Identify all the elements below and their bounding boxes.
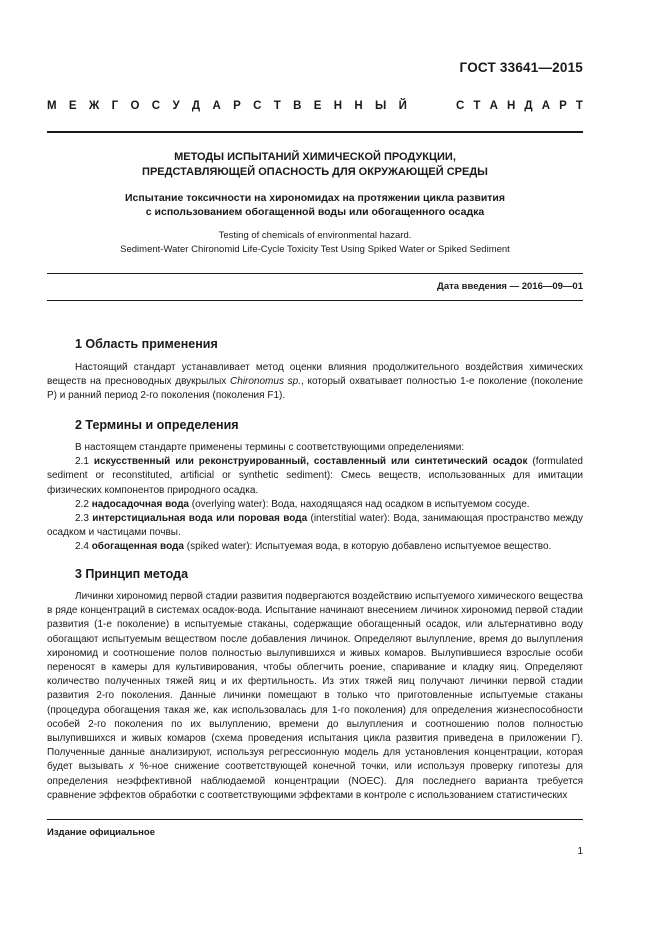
term-2-1 [47, 455, 583, 498]
variable-x: x [128, 761, 134, 773]
standard-type-banner [47, 100, 583, 112]
banner-letter: Р [233, 100, 241, 112]
subtitle-line-2: с использованием обогащенной воды или обогащенного осадка [145, 206, 485, 218]
term-name: интерстициальная вода или поровая вода [92, 513, 308, 525]
page-number: 1 [577, 846, 583, 857]
banner-letter: Г [111, 100, 119, 112]
banner-letter: С [456, 100, 465, 112]
banner-letter: Ы [375, 100, 387, 112]
banner-letter: О [130, 100, 140, 112]
term-number: 2.2 [75, 498, 92, 510]
term-name: искусственный или реконструированный, составленный или синтетический осадок [93, 456, 528, 468]
banner-letter: Т [273, 100, 281, 112]
text-run: Личинки хирономид первой стадии развития подвергаются воздействию испытуемого химического вещества в ряде концентраций в системах осадок-вода. Испытание начинают внесением личинок хирономид первой стадии развития (1-е поколение) в испытуемые стаканы, содержащие обогащенный осадок, или альтернативно воду обогащают испытуемым веществом после добавления личинок. Определяют вылупление, время до вылупления хирономид и соотношение полов полностью вылупившихся и живых комаров. Вылупившиеся взрослые особи переносят в камеры для культивирования, чтобы облегчить роение, спаривание и кладку яиц. Определяют количество полученных тяжей яиц и их фертильность. Из этих тяжей яиц получают личинки первой стадии развития 2-го поколения. Данные личинки помещают в только что приготовленные испытуемые стаканы (процедура обогащения такая же, как использовалась для 1-го поколения) для определения жизнеспособности особей 2-го поколения по их вылуплению, времени до вылупления и соотношению полов полностью вылупившихся и живых комаров (схема проведения испытания цикла развития приведена в приложении Г). Полученные данные анализируют, используя регрессионную модель для установления концентрации, которая будет вызывать [47, 591, 583, 773]
section-3-body [47, 590, 583, 803]
section-1-paragraph [47, 361, 583, 404]
text-run: , который охватывает полностью 1-е поколение (поколение P) и ранний период 2-го поколения (поколения F1). [47, 376, 584, 402]
term-definition: (spiked water): Испытуемая вода, в которую добавлено испытуемое вещество. [183, 541, 552, 553]
banner-letter: Т [473, 100, 481, 112]
banner-letter: А [541, 100, 551, 112]
banner-letter: Д [191, 100, 201, 112]
banner-letter: Ж [88, 100, 100, 112]
term-name: обогащенная вода [91, 541, 184, 553]
footer-rule [47, 819, 583, 820]
banner-letter: У [172, 100, 180, 112]
section-1-heading: 1 Область применения [75, 337, 218, 351]
banner-letter: Н [506, 100, 516, 112]
title-rule-bottom [47, 300, 583, 301]
term-definition: (interstitial water): Вода, занимающая пространство между осадком и частицами почвы. [47, 513, 584, 539]
term-2-3 [47, 512, 583, 540]
banner-letter: А [212, 100, 221, 112]
banner-letter: Н [354, 100, 363, 112]
document-title [47, 150, 583, 180]
banner-letter: Е [68, 100, 77, 112]
introduction-date: Дата введения — 2016—09—01 [437, 281, 583, 292]
term-definition: (overlying water): Вода, находящаяся над осадком в испытуемом сосуде. [189, 498, 530, 510]
text-run: Настоящий стандарт устанавливает метод оценки влияния продолжительного воздействия химических веществ на пресноводных двукрылых [47, 362, 583, 388]
header-rule [47, 131, 583, 133]
banner-letter: Н [333, 100, 343, 112]
english-title-line-2: Sediment-Water Chironomid Life-Cycle Toxicity Test Using Spiked Water or Spiked Sediment [120, 244, 510, 255]
term-number: 2.4 [75, 541, 92, 553]
subtitle-line-1: Испытание токсичности на хирономидах на протяжении цикла развития [125, 192, 505, 204]
section-2-heading: 2 Термины и определения [75, 418, 239, 432]
banner-letter: Т [575, 100, 583, 112]
document-subtitle [47, 191, 583, 219]
banner-letter: М [47, 100, 57, 112]
title-line-2: ПРЕДСТАВЛЯЮЩЕЙ ОПАСНОСТЬ ДЛЯ ОКРУЖАЮЩЕЙ СРЕДЫ [142, 166, 488, 178]
text-run: %-ное снижение соответствующей конечной точки, или используя проверку гипотезы для определения неэффективной наблюдаемой концентрации (NOEC). Для последнего варианта требуется сравнение эффектов обработки с соответствующими эффектами в контроле с использованием статистических [47, 761, 583, 801]
banner-letter: Д [524, 100, 533, 112]
banner-letter: С [151, 100, 161, 112]
banner-letter: В [293, 100, 302, 112]
section-3-heading: 3 Принцип метода [75, 567, 189, 581]
term-2-4 [47, 540, 583, 554]
banner-letter: С [253, 100, 262, 112]
english-title-line-1: Testing of chemicals of environmental hazard. [218, 230, 412, 241]
section-2-body [47, 441, 583, 555]
term-definition: (formulated sediment or reconstituted, artificial or synthetic sediment): Смесь веществ, использованных для имитации физических компонентов природного осадка. [47, 456, 583, 496]
term-number: 2.3 [75, 513, 93, 525]
banner-word-standard [456, 100, 583, 112]
english-title [47, 229, 583, 257]
banner-letter: Й [398, 100, 407, 112]
term-name: надосадочная вода [91, 498, 189, 510]
banner-letter: Р [559, 100, 567, 112]
term-2-2 [47, 498, 583, 512]
term-number: 2.1 [75, 456, 94, 468]
banner-word-interstate [47, 100, 407, 112]
banner-letter: А [489, 100, 498, 112]
official-edition-label: Издание официальное [47, 827, 155, 838]
section-1-body [47, 361, 583, 404]
banner-letter: Е [313, 100, 322, 112]
section-3-paragraph [47, 590, 583, 803]
standard-number: ГОСТ 33641—2015 [459, 60, 583, 75]
terms-intro: В настоящем стандарте применены термины с соответствующими определениями: [75, 442, 465, 453]
species-name: Chironomus sp. [230, 376, 301, 388]
title-rule-top [47, 273, 583, 274]
title-line-1: МЕТОДЫ ИСПЫТАНИЙ ХИМИЧЕСКОЙ ПРОДУКЦИИ, [174, 151, 456, 163]
